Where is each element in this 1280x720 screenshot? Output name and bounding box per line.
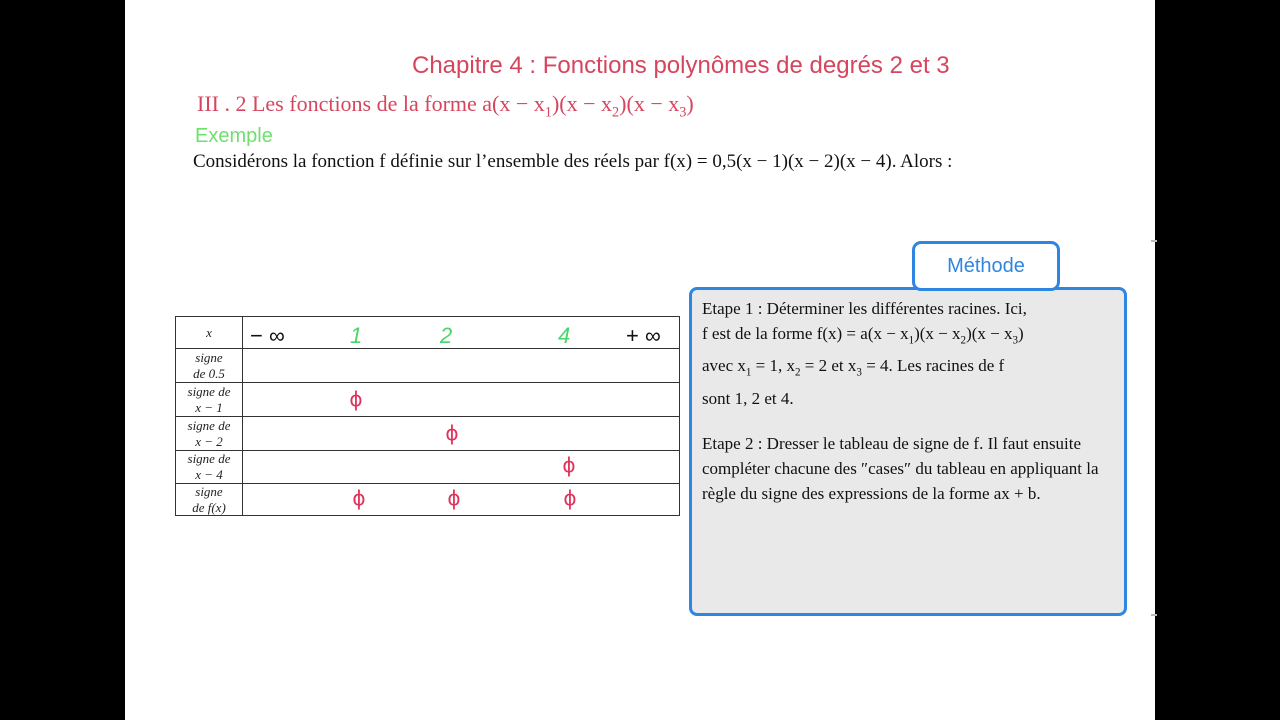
table-row [176,451,679,484]
row-label-const: signe de 0.5 [176,349,243,382]
method-step-2: Etape 2 : Dresser le tableau de signe de f. Il faut ensuite compléter chacune des ″cases″ du tableau en appliquant la règle du signe des expressions de la forme ax + b. [702,433,1099,503]
table-row [176,484,679,515]
table-row [176,383,679,417]
zero-mark: ϕ [563,486,577,510]
section-sub-1: 1 [544,104,552,121]
chapter-title: Chapitre 4 : Fonctions polynômes de degrés 2 et 3 [412,52,950,79]
edge-artifact [1151,240,1157,242]
step1-text: avec x [702,356,746,376]
document-page [125,0,1155,720]
step1-text: f est de la forme f(x) = a(x − x [702,324,909,343]
step1-text: ) [1018,324,1024,343]
x-plus-infinity: + ∞ [626,323,661,348]
edge-artifact [1151,614,1157,616]
step1-sub: 1 [745,366,752,379]
step1-text: = 2 et x [800,356,857,376]
example-label: Exemple [195,125,273,147]
step1-text: = 1, x [751,356,796,376]
zero-mark: ϕ [562,453,576,477]
step1-line-1: Etape 1 : Déterminer les différentes racines. Ici, [702,299,1027,318]
row-label-f: signe de f(x) [176,484,243,515]
zero-mark: ϕ [445,421,459,445]
step1-sub: 3 [1012,334,1019,347]
step1-text: )(x − x [966,324,1013,343]
zero-mark: ϕ [447,486,461,510]
x-root-2: 2 [440,323,453,348]
row-label-x-minus-2: signe de x − 2 [176,417,243,450]
step1-sub: 3 [856,366,862,379]
step1-sub: 2 [960,334,967,347]
step1-sub: 2 [795,366,801,379]
step1-line-4: sont 1, 2 et 4. [702,388,794,408]
step1-sub: 1 [908,334,915,347]
table-row [176,417,679,451]
section-text-2: )(x − x [551,91,613,116]
sign-table [175,316,680,516]
section-sub-3: 3 [679,104,687,121]
method-step-1 [702,296,1114,411]
section-heading [197,91,694,121]
x-root-4: 4 [558,323,571,348]
header-label-x: x [176,317,243,348]
section-text-3: )(x − x [619,91,680,116]
section-text-1: III . 2 Les fonctions de la forme a(x − x [197,91,545,116]
method-box [689,287,1127,616]
row-label-x-minus-1: signe de x − 1 [176,383,243,416]
zero-mark: ϕ [352,486,366,510]
section-text-4: ) [686,91,694,116]
step1-text: )(x − x [914,324,961,343]
zero-mark: ϕ [349,387,363,411]
problem-statement: Considérons la fonction f définie sur l’ensemble des réels par f(x) = 0,5(x − 1)(x − 2)(x − 4). Alors : [193,151,953,172]
row-label-x-minus-4: signe de x − 4 [176,451,243,483]
x-root-1: 1 [350,323,363,348]
table-header-row [176,317,679,349]
step1-text: = 4. Les racines de f [861,356,1005,376]
method-tab: Méthode [912,241,1060,291]
table-row [176,349,679,383]
x-minus-infinity: − ∞ [250,323,285,348]
section-sub-2: 2 [612,104,620,121]
